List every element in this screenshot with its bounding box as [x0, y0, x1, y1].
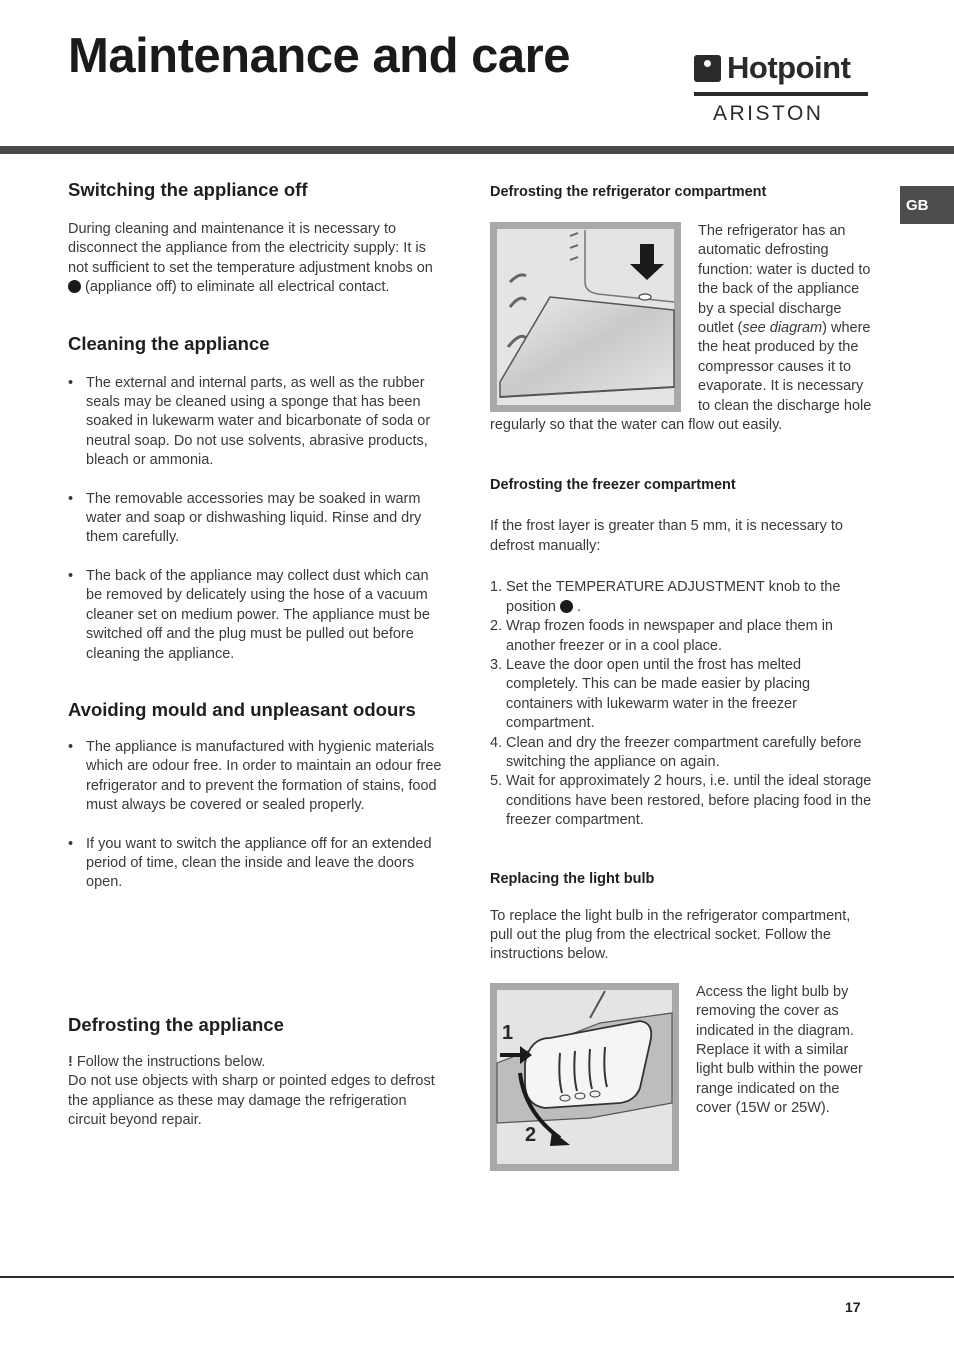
left-column: [68, 178, 448, 1130]
step-item: [490, 734, 875, 773]
step-text-end: .: [573, 598, 582, 615]
list-item: • The removable accessories may be soaked in warm water and soap or dishwashing liquid. Rinse and dry them carefully.: [68, 490, 448, 548]
see-diagram-text: see diagram: [742, 320, 823, 337]
discharge-outlet-diagram: [490, 222, 681, 412]
fridge-text-end: ) where the heat produced by the compressor causes it to evaporate. It is necessary to clean the discharge hole regularly so that the water can flow out easily.: [490, 320, 872, 434]
step-item: [490, 772, 875, 830]
logo-sub-text: ARISTON: [713, 102, 824, 125]
bulb-intro: To replace the light bulb in the refrigerator compartment, pull out the plug from the electrical socket. Follow the instructions below.: [490, 907, 851, 963]
step-text: Wait for approximately 2 hours, i.e. until the ideal storage conditions have been restored, before placing food in the freezer compartment.: [506, 773, 872, 829]
sub-heading: Replacing the light bulb: [490, 870, 655, 887]
step-1-label: 1: [502, 1021, 514, 1044]
bulb-paragraph: Access the light bulb by removing the cover as indicated in the diagram. Replace it with a similar light bulb within the power range indicated on the cover (15W or 25W).: [696, 983, 863, 1117]
page-number: 17: [845, 1299, 861, 1315]
section-heading: Cleaning the appliance: [68, 332, 270, 354]
logo-brand-text: Hotpoint: [727, 50, 851, 85]
right-column: [490, 182, 875, 1171]
list-item: • The appliance is manufactured with hygienic materials which are odour free. In order to maintain an odour free refrigerator and to prevent the formation of stains, food must always be covered or sealed properly.: [68, 738, 448, 816]
step-item: [490, 617, 875, 656]
section-fridge-defrost: [490, 182, 875, 435]
defrosting-warning: [68, 1053, 448, 1072]
fridge-text-start: The refrigerator has an automatic defrosting function: water is ducted to the back of the appliance by a special discharge outlet (: [698, 223, 871, 337]
bulb-body: [490, 983, 875, 1171]
language-tab: GB: [900, 186, 954, 224]
switching-text-start: During cleaning and maintenance it is necessary to disconnect the appliance from the electricity supply: It is not sufficient to set the temperature adjustment knobs on: [68, 221, 433, 276]
step-number: 4.: [490, 734, 503, 751]
freezer-steps: [490, 578, 875, 830]
section-cleaning: [68, 332, 448, 664]
step-text: Set the TEMPERATURE ADJUSTMENT knob to the position: [506, 579, 841, 615]
defrosting-caution: Do not use objects with sharp or pointed edges to defrost the appliance as these may damage the refrigeration circuit beyond repair.: [68, 1073, 435, 1128]
off-position-icon: [560, 600, 573, 613]
switching-text-end: (appliance off) to eliminate all electrical contact.: [81, 279, 390, 296]
step-number: 5.: [490, 773, 503, 790]
section-mould: [68, 698, 448, 893]
switching-paragraph: [68, 220, 448, 298]
cleaning-list: [68, 374, 448, 664]
footer-divider: [0, 1276, 954, 1278]
warning-mark: !: [68, 1053, 73, 1070]
step-item: [490, 578, 875, 617]
section-switching-off: [68, 178, 448, 298]
page-title: Maintenance and care: [68, 29, 570, 83]
logo-mark-icon: [694, 55, 721, 82]
section-light-bulb: [490, 869, 875, 1171]
section-freezer-defrost: [490, 475, 875, 830]
sub-heading: Defrosting the freezer compartment: [490, 477, 736, 494]
brand-logo: [694, 50, 870, 130]
section-heading: Switching the appliance off: [68, 179, 308, 200]
fridge-defrost-body: [490, 222, 875, 435]
section-heading: Avoiding mould and unpleasant odours: [68, 698, 416, 720]
light-bulb-cover-diagram: [490, 983, 679, 1171]
step-text: Clean and dry the freezer compartment carefully before switching the appliance on again.: [506, 734, 862, 770]
section-heading: Defrosting the appliance: [68, 1013, 284, 1035]
freezer-intro: If the frost layer is greater than 5 mm, it is necessary to defrost manually:: [490, 518, 843, 554]
step-number: 1.: [490, 579, 503, 596]
header-divider: [0, 146, 954, 154]
list-item: • If you want to switch the appliance off for an extended period of time, clean the inside and leave the doors open.: [68, 835, 448, 893]
sub-heading: Defrosting the refrigerator compartment: [490, 184, 767, 200]
step-text: Wrap frozen foods in newspaper and place them in another freezer or in a cool place.: [506, 618, 833, 654]
step-item: [490, 656, 875, 734]
off-position-icon: [68, 280, 81, 293]
step-2-label: 2: [525, 1123, 537, 1146]
section-defrosting: [68, 1013, 448, 1131]
step-number: 2.: [490, 618, 503, 635]
step-number: 3.: [490, 656, 503, 673]
mould-list: [68, 738, 448, 893]
list-item: • The external and internal parts, as well as the rubber seals may be cleaned using a sponge that has been soaked in lukewarm water and bicarbonate of soda or neutral soap. Do not use solvents, abrasive products, bleach or ammonia.: [68, 374, 448, 471]
logo-rule: [694, 92, 868, 96]
defrosting-line-1: Follow the instructions below.: [72, 1053, 266, 1070]
step-text: Leave the door open until the frost has melted completely. This can be made easier by placing containers with lukewarm water in the freezer compartment.: [506, 656, 811, 732]
list-item: • The back of the appliance may collect dust which can be removed by delicately using the hose of a vacuum cleaner set on medium power. The appliance must be switched off and the plug must be pulled out before cleaning the appliance.: [68, 567, 448, 664]
